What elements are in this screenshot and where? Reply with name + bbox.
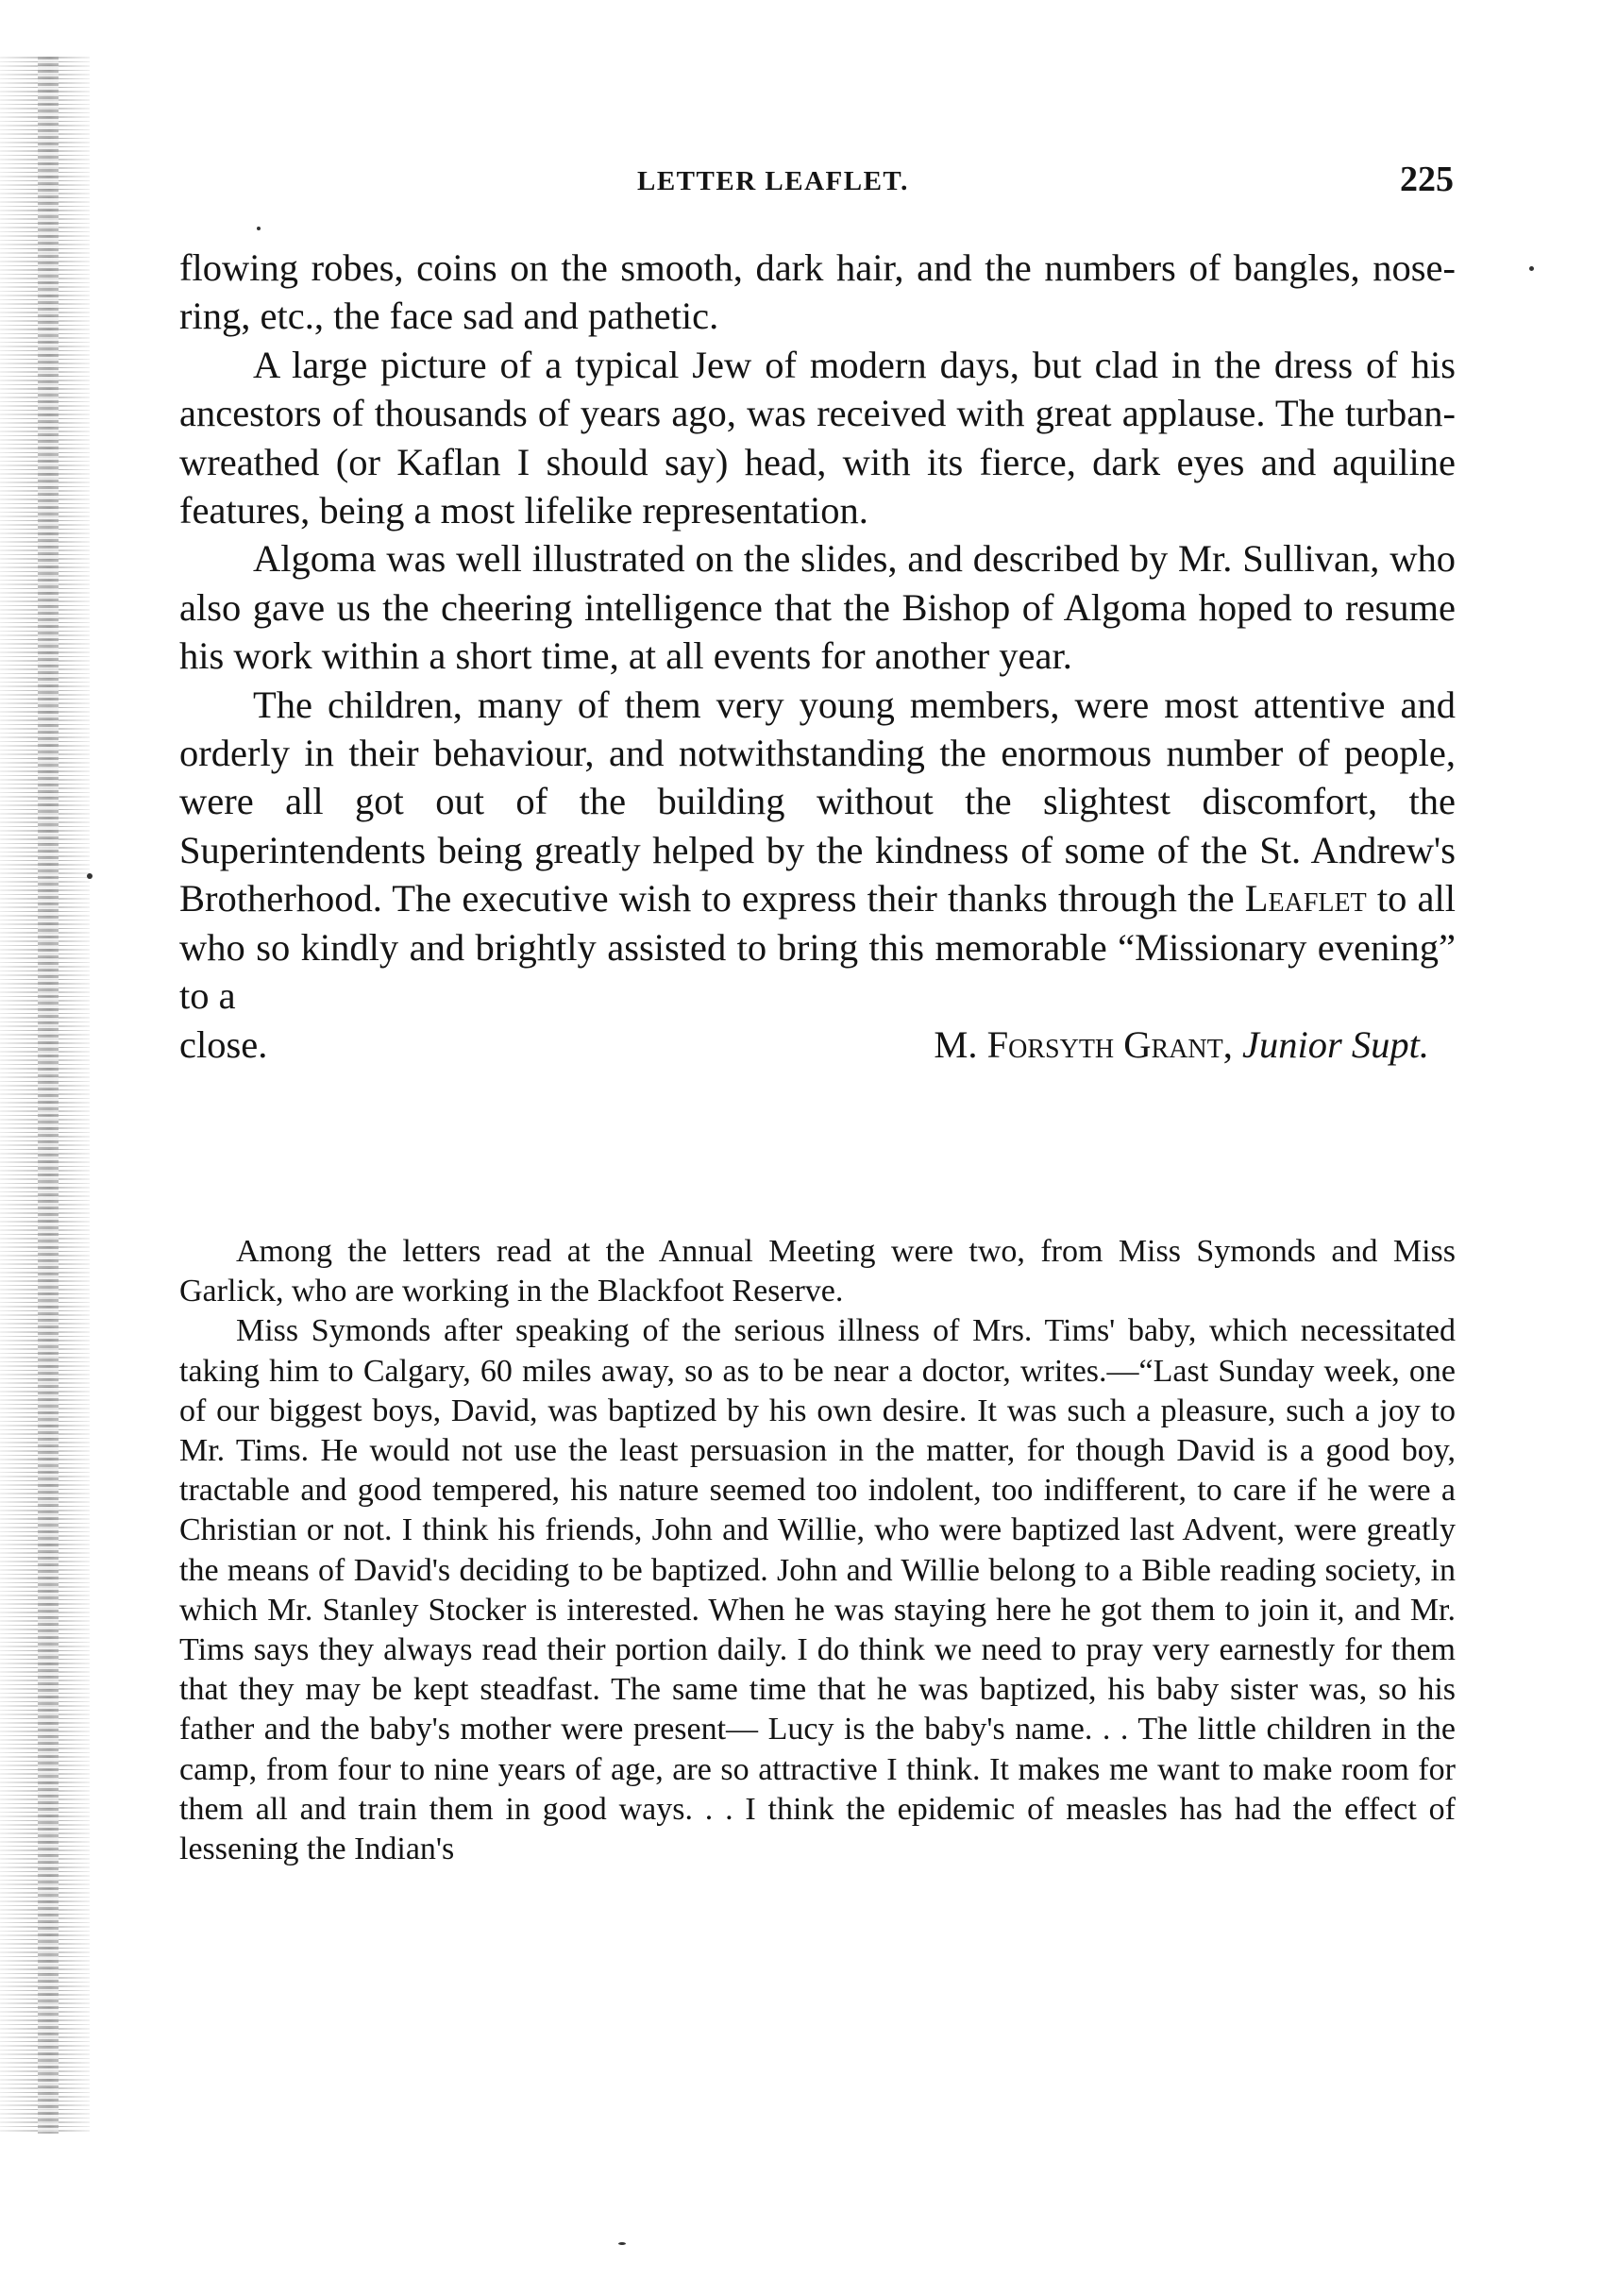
page-header — [179, 162, 1454, 210]
running-title: LETTER LEAFLET. — [637, 166, 909, 196]
signature-name: M. Forsyth Grant, — [934, 1022, 1233, 1066]
scan-binding-edge — [0, 57, 90, 2134]
main-text — [179, 244, 1456, 1069]
paragraph-text: The children, many of them very young members, were most attentive and orderly in their behaviour, and notwithstanding the enormous number of people, were all got out of the building without the slightest discomfort, the Superintendents being greatly helped by the kindness of some of the St. Andrew's Brotherhood. The executive wish to express their thanks through the — [179, 683, 1456, 920]
paragraph-text: to all who so kindly and brightly assisted to bring this memorable “Missionary evening” to a — [179, 877, 1457, 1018]
scan-speck — [1529, 266, 1534, 271]
paragraph: Among the letters read at the Annual Meeting were two, from Miss Symonds and Miss Garlick, who are working in the Blackfoot Reserve. — [179, 1234, 1456, 1309]
paragraph — [179, 681, 1456, 1021]
signature — [934, 1021, 1456, 1069]
letters-section — [179, 1232, 1456, 1869]
closing-word: close. — [179, 1022, 268, 1066]
paragraph: Algoma was well illustrated on the slides, and described by Mr. Sullivan, who also gave us the cheering intelligence that the Bishop of Algoma hoped to resume his work within a short time, at all events for another year. — [179, 537, 1456, 678]
signature-line — [179, 1021, 1456, 1069]
leaflet-word: Leaflet — [1244, 877, 1367, 920]
paragraph: Miss Symonds after speaking of the serious illness of Mrs. Tims' baby, which necessitated taking him to Calgary, 60 miles away, so as to be near a doctor, writes.—“Last Sunday week, one of our biggest boys, David, was baptized by his own desire. It was such a pleasure, such a joy to Mr. Tims. He would not use the least persuasion in the matter, for though David is a good boy, tractable and good tempered, his nature seemed too indolent, too indifferent, to care if he were a Christian or not. I think his friends, John and Willie, who were baptized last Advent, were greatly the means of David's deciding to be baptized. John and Willie belong to a Bible reading society, in which Mr. Stanley Stocker is interested. When he was staying here he got them to join it, and Mr. Tims says they always read their portion daily. I do think we need to pray very earnestly for them that they may be kept steadfast. The same time that he was baptized, his baby sister was, so his father and the baby's mother were present— Lucy is the baby's name. . . The little children in the camp, from four to nine years of age, are so attractive I think. It makes me want to make room for them all and train them in good ways. . . I think the epidemic of measles has had the effect of lessening the Indian's — [179, 1313, 1456, 1867]
paragraph: A large picture of a typical Jew of modern days, but clad in the dress of his ancestors of thousands of years ago, was received with great applause. The turban-wreathed (or Kaflan I should say) head, with its fierce, dark eyes and aquiline features, being a most lifelike representation. — [179, 343, 1456, 532]
paragraph: flowing robes, coins on the smooth, dark hair, and the numbers of bangles, nose-ring, etc., the face sad and pathetic. — [179, 246, 1456, 338]
scan-speck — [257, 227, 261, 230]
scan-speck — [618, 2242, 626, 2245]
signature-title: Junior Supt. — [1242, 1022, 1429, 1066]
scan-speck — [87, 873, 93, 879]
page-number: 225 — [1400, 160, 1454, 199]
